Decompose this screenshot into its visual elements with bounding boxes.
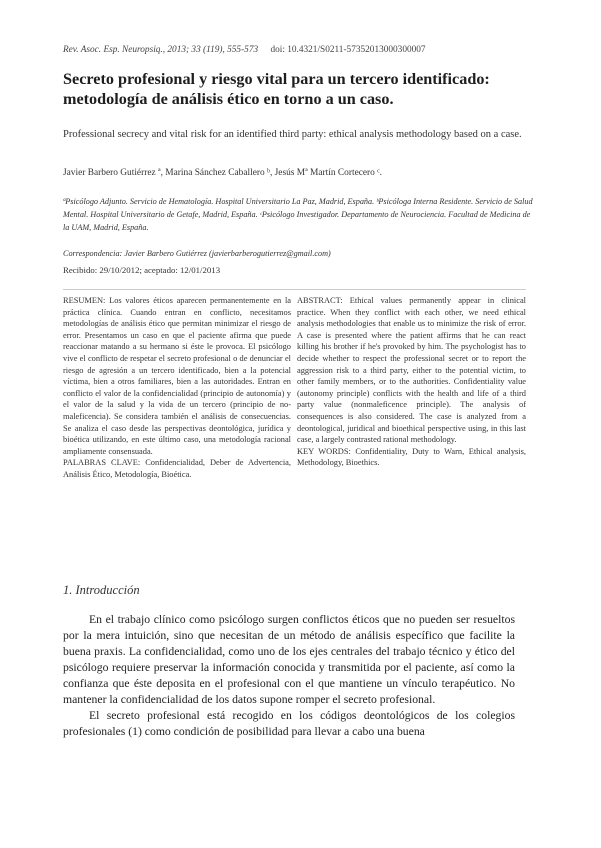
key-words: KEY WORDS: Confidentiality, Duty to Warn, Ethical analysis, Methodology, Bioethics. [297,446,526,468]
section-heading: 1. Introducción [63,583,140,597]
abstract-divider [63,289,526,290]
article-subtitle: Professional secrecy and vital risk for an identified third party: ethical analysis methodology based on a case. [63,129,522,140]
resumen-text: RESUMEN: Los valores éticos aparecen permanentemente en la práctica clínica. Cuando entran en conflicto, necesitamos metodologías de análisis ético que permitan minimizar el riesgo de error. Presentamos un caso en que el paciente afirma que puede reaccionar matando a su hermano si éste le provoca. El psicólogo vive el conflicto de respetar el secreto profesional o de denunciar el riesgo de agresión a un tercero identificado, bien a la potencial víctima, bien a otros familiares, bien a las autoridades. Entran en conflicto el valor de la confidencialidad (principio de autonomía) y el valor de la salud y la vida de un tercero (principio de no-maleficencia). Se considera también el análisis de consecuencias. Se analiza el caso desde las perspectivas deontológica, jurídica y bioética utilizando, en este último caso, una metodología racional ampliamente consensuada. [63,296,291,456]
article-title: Secreto profesional y riesgo vital para un tercero identificado: metodología de análisis ético en torno a un caso. [63,70,490,108]
journal-citation: Rev. Asoc. Esp. Neuropsiq., 2013; 33 (119), 555-573 [63,45,259,55]
correspondence-line: Correspondencia: Javier Barbero Gutiérrez (javierbarberogutierrez@gmail.com) [63,249,331,258]
abstract-text: ABSTRACT: Ethical values permanently appear in clinical practice. When they conflict with each other, we need ethical analysis methodologies that enable us to minimize the risk of error. A case is presented where the patient affirms that he can react killing his brother if he's provoked by him. The psychologist has to decide whether to respect the professional secret or to report the aggression risk to a third party, either to the potential victim, to other family members, or to the authorities. Confidentiality value (autonomy principle) conflicts with the health and life of a third party value (nonmaleficence principle). The analysis of consequences is also considered. The case is analyzed from a deontological, juridical and bioethical perspective using, in this last case, a largely contrasted rational methodology. [297,296,526,445]
author-affiliations: ªPsicólogo Adjunto. Servicio de Hematología. Hospital Universitario La Paz, Madrid, España. ᵇPsicóloga Interna Residente. Servicio de Salud Mental. Hospital Universitario de Getafe, Madrid, España. ᶜPsicólogo Investigador. Departamento de Neurociencia. Facultad de Medicina de la UAM, Madrid, España. [63,197,533,232]
body-paragraph: En el trabajo clínico como psicólogo surgen conflictos éticos que no pueden ser resueltos por la mera intuición, sino que necesitan de un método de análisis específico que facilite la buena praxis. La confidencialidad, como uno de los ejes centrales del trabajo técnico y ético del psicólogo requiere preservar la información conocida y transmitida por el paciente, así como la confianza que éste deposita en el profesional con el que mantiene un vínculo terapéutico. No mantener la confidencialidad de los datos supone romper el secreto profesional. [63,613,515,706]
body-paragraph: El secreto profesional está recogido en los códigos deontológicos de los colegios profesionales (1) como condición de posibilidad para llevar a cabo una buena [63,709,515,738]
palabras-clave: PALABRAS CLAVE: Confidencialidad, Deber de Advertencia, Análisis Ético, Metodología, Bioética. [63,458,291,479]
running-header [63,45,533,55]
abstract-english [297,295,526,469]
received-accepted-dates: Recibido: 29/10/2012; aceptado: 12/01/2013 [63,265,221,275]
abstract-spanish [63,295,291,481]
doi-reference: doi: 10.4321/S0211-57352013000300007 [270,45,426,55]
author-list: Javier Barbero Gutiérrez ª, Marina Sánchez Caballero ᵇ, Jesús Mª Martín Cortecero ᶜ. [63,168,382,178]
introduction-body [63,612,515,740]
